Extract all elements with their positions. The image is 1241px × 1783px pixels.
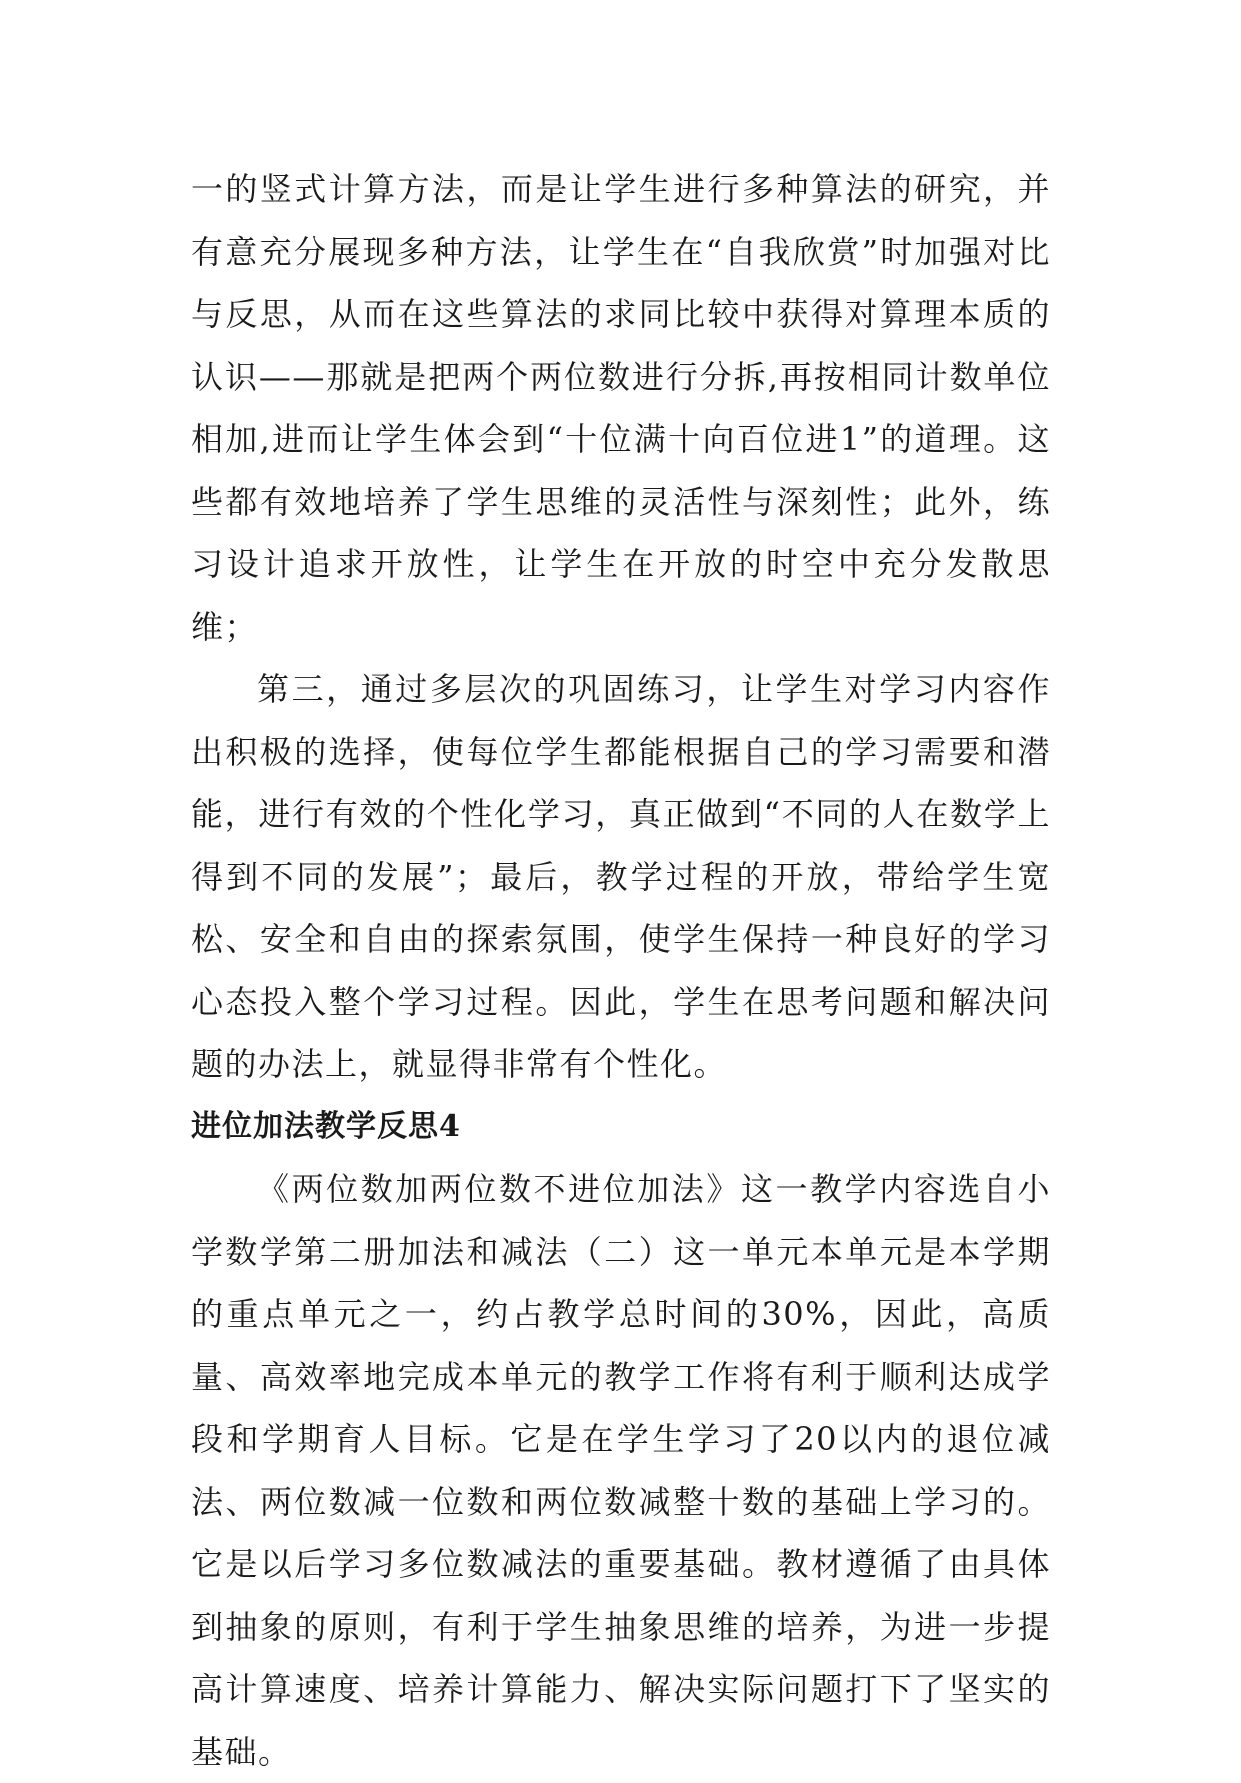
third-point-paragraph: 第三，通过多层次的巩固练习，让学生对学习内容作出积极的选择，使每位学生都能根据自己的学习需要和潜能，进行有效的个性化学习，真正做到“不同的人在数学上得到不同的发展”；最后，教学过程的开放，带给学生宽松、安全和自由的探索氛围，使学生保持一种良好的学习心态投入整个学习过程。因此，学生在思考问题和解决问题的办法上，就显得非常有个性化。 xyxy=(191,670,1051,1083)
section-heading: 进位加法教学反思4 xyxy=(191,1108,461,1144)
section-paragraph: 《两位数加两位数不进位加法》这一教学内容选自小学数学第二册加法和减法（二）这一单元本单元是本学期的重点单元之一，约占教学总时间的30%，因此，高质量、高效率地完成本单元的教学工作将有利于顺利达成学段和学期育人目标。它是在学生学习了20以内的退位减法、两位数减一位数和两位数减整十数的基础上学习的。它是以后学习多位数减法的重要基础。教材遵循了由具体到抽象的原则，有利于学生抽象思维的培养，为进一步提高计算速度、培养计算能力、解决实际问题打下了坚实的基础。 xyxy=(191,1170,1051,1771)
continuation-paragraph: 一的竖式计算方法，而是让学生进行多种算法的研究，并有意充分展现多种方法，让学生在“自我欣赏”时加强对比与反思，从而在这些算法的求同比较中获得对算理本质的认识——那就是把两个两位数进行分拆,再按相同计数单位相加,进而让学生体会到“十位满十向百位进1”的道理。这些都有效地培养了学生思维的灵活性与深刻性；此外，练习设计追求开放性，让学生在开放的时空中充分发散思维； xyxy=(191,170,1051,646)
document-body xyxy=(191,158,1051,1783)
